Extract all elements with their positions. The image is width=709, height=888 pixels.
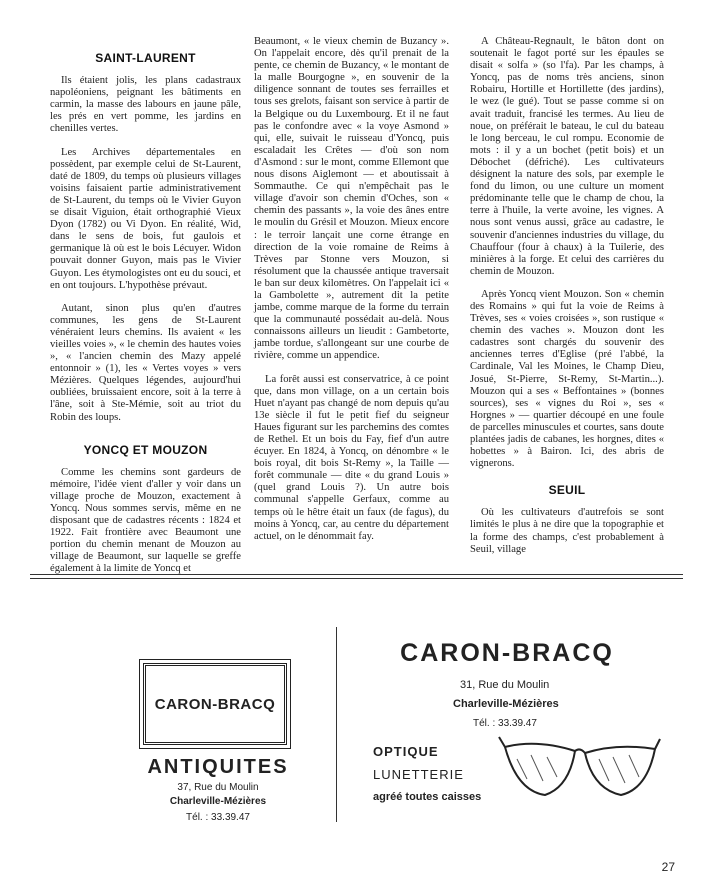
- paragraph: Autant, sinon plus qu'en d'autres communes, les gens de St-Laurent vénéraient leurs chemins. Ils avaient « les vieilles voies », « le chemin des hautes voies », « l'ancien chemin des Mazy appelé entonnoir » (1), les « Vertes voyes » vers Mézières. Quelques légendes, aujourd'hui oubliées, bruissaient encore, soit à la terre à l'âne, soit à Ste-Mémie, soit au triot du Robin des loups.: [50, 302, 241, 423]
- column-1: [50, 44, 241, 587]
- separator-rule: [30, 578, 683, 579]
- ad-city: Charleville-Mézières: [169, 796, 267, 807]
- ad-line-caisses: agréé toutes caisses: [373, 791, 482, 803]
- paragraph: Où les cultivateurs d'autrefois se sont limités le plus à ne dire que la topographie et la forme des champs, c'est probablement à Seuil, village: [470, 507, 664, 555]
- advertisement-optique: [336, 627, 667, 822]
- section-heading-seuil: SEUIL: [548, 483, 586, 498]
- paragraph: Les Archives départementales en possèdent, par exemple celui de St-Laurent, daté de 1809, du temps où plusieurs villages voisins faisaient partie administrativement de St-Laurent, du temps où le Vivier Guyon se disait Viguion, était orthographié Vieux Dyon (1782) ou Vi Dyon. En réalité, Wid, dans le sens de bois, fut gaulois et germanique là où est le bois Lécuyer. Widon pouvait donner Guyon, mais pas le Vivier Guyon. Les étymologistes ont eu du souci, et en ont toujours. L'hypothèse prévaut.: [50, 146, 241, 291]
- column-2: [254, 36, 449, 554]
- ad-line-optique: OPTIQUE: [373, 744, 439, 759]
- paragraph: A Château-Regnault, le bâton dont on soutenait le fagot porté sur les épaules se disait « solfa » (so l'fa). Par les champs, à Yoncq, pas de noms très anciens, sinon Robairu, Hortille et Hortillette (des jardins), le wez (le gué). Tout se passe comme si on avait traduit, francisé les termes. Au lieu de noue, on préférait le bateau, le cul du bateau le long berceau, le cul rompu. Economie de mots : il y a un bochet (petit bois) et un Débochet (défriché). Les cultivateurs désignent la nature des sols, par exemple le fond du limon, ou une culture un moment prédominante telle que le champ de chou, la terre à l'huile, la verte avoine, les vignes. A nous sont venus aussi, grâce au cadastre, le souvenir d'anciennes industries du village, du Chauffour (four à chaux) à la Tuilerie, des minières à la forge. Et celui des carrières du chemin de Mouzon.: [470, 36, 664, 277]
- paragraph: Ils étaient jolis, les plans cadastraux napoléoniens, peignant les bâtiments en carmin, la masse des labours en jaune pâle, les prés en vert pomme, les jardins en chenilles vertes.: [50, 75, 241, 135]
- paragraph: Beaumont, « le vieux chemin de Buzancy ». On l'appelait encore, dès qu'il prenait de la pente, ce chemin de Buzancy, « le montant de la malle Bourgogne », en souvenir de la diligence sonnant de toutes ses ferrailles et tous ses grelots, faisant son service à partir de la Belgique ou du Luxembourg. Et il ne faut pas le confondre avec « la voye Asmond » qui, elle, suivait le ruisseau d'Yoncq, puis escaladait les Crêtes — d'où son nom d'Asmond : sur le mont, comme Ellemont que nous disons Aiglemont — et aboutissait à Sommauthe. Ce qui n'empêchait pas le village d'avoir son chemin d'Oches, son « chemin des passants », la voie des ânes entre le moulin du Grésil et Mouzon. Mieux encore : le terroir lançait une corne étrange en direction de la voie romaine de Reims à Trèves par Stonne vers Mouzon, si résolument que la chaussée antique traversait le ban sur deux kilomètres. On l'appelait ici « la Gambolette », autrement dit la petite jambe, comme marque de la forme du terrain que la communauté possédait au-delà. Nous connaissons ailleurs un lieudit : Gambetorte, jambe tordue, s'allongeant sur une courbe de rivière, comme un appendice.: [254, 36, 449, 362]
- ad-line-lunetterie: LUNETTERIE: [373, 767, 464, 782]
- paragraph: Comme les chemins sont gardeurs de mémoire, l'idée vient d'aller y voir dans un village proche de Mouzon, exactement à Yoncq. Nous sommes servis, même en ne disposant que de cadastres récents : 1824 et 1922. Fait frontière avec Beaumont une portion du chemin menant de Mouzon au village de Beaumont, sur laquelle se greffe également à la limite de Yoncq et: [50, 466, 241, 575]
- separator-rule: [30, 574, 683, 575]
- logo-box: [143, 663, 287, 745]
- logo-text: CARON-BRACQ: [154, 695, 276, 713]
- ad-city: Charleville-Mézières: [453, 698, 559, 710]
- ad-name: CARON-BRACQ: [400, 639, 614, 667]
- eyeglasses-icon: [497, 729, 662, 809]
- section-heading-saint-laurent: SAINT-LAURENT: [95, 51, 196, 65]
- ad-phone: Tél. : 33.39.47: [186, 812, 250, 823]
- paragraph: La forêt aussi est conservatrice, à ce point que, dans mon village, on a un certain bois Huet n'ayant pas changé de nom depuis qu'au 13e siècle il fut le petit fief du seigneur Haues figurant sur les parchemins des comtes de Rethel. Et un bois du Fay, fief d'un autre écuyer. En 1824, à Yoncq, on dénombre « le bois royal, dit bois St-Remy », la Taille — forêt communale — dite « du grand Louis » (quel grand Louis ?). Un autre bois communal s'appelle Gerfaux, comme au temps où le hêtre était un faux (de fagus), du moins à Yoncq, car, au centre du département actuel, on le dénommait fay.: [254, 373, 449, 542]
- ad-address: 31, Rue du Moulin: [460, 679, 550, 691]
- paragraph: Après Yoncq vient Mouzon. Son « chemin des Romains » qui fut la voie de Reims à Trèves, ses « voies croisées », son rustique « chemin des vaches ». Mouzon dont les cadastres sont chargés du souvenir des anciennes terres d'Eglise (pré l'abbé, la Cardinale, Val les Moines, le Champ Dieu, Josué, St-Pierre, St-Remy, St-Martin...). Mouzon qui a ses « Beffontaines » (bonnes sources), ses « vignes du Roi », ses « Horgnes » — quartier découpé en une foule de parcelles minuscules et courtes, sans doute plantées jadis de cabanes, les horgnes, dites « hobettes » à Bairon. Ici, des abris de vignerons.: [470, 288, 664, 470]
- ad-title: ANTIQUITES: [147, 756, 289, 778]
- ad-address: 37, Rue du Moulin: [177, 782, 259, 793]
- ad-phone: Tél. : 33.39.47: [473, 718, 537, 729]
- section-heading-yoncq-mouzon: YONCQ ET MOUZON: [83, 442, 208, 457]
- advertisement-antiquites: [113, 626, 323, 831]
- page-number: 27: [661, 860, 675, 874]
- column-3: [470, 36, 664, 567]
